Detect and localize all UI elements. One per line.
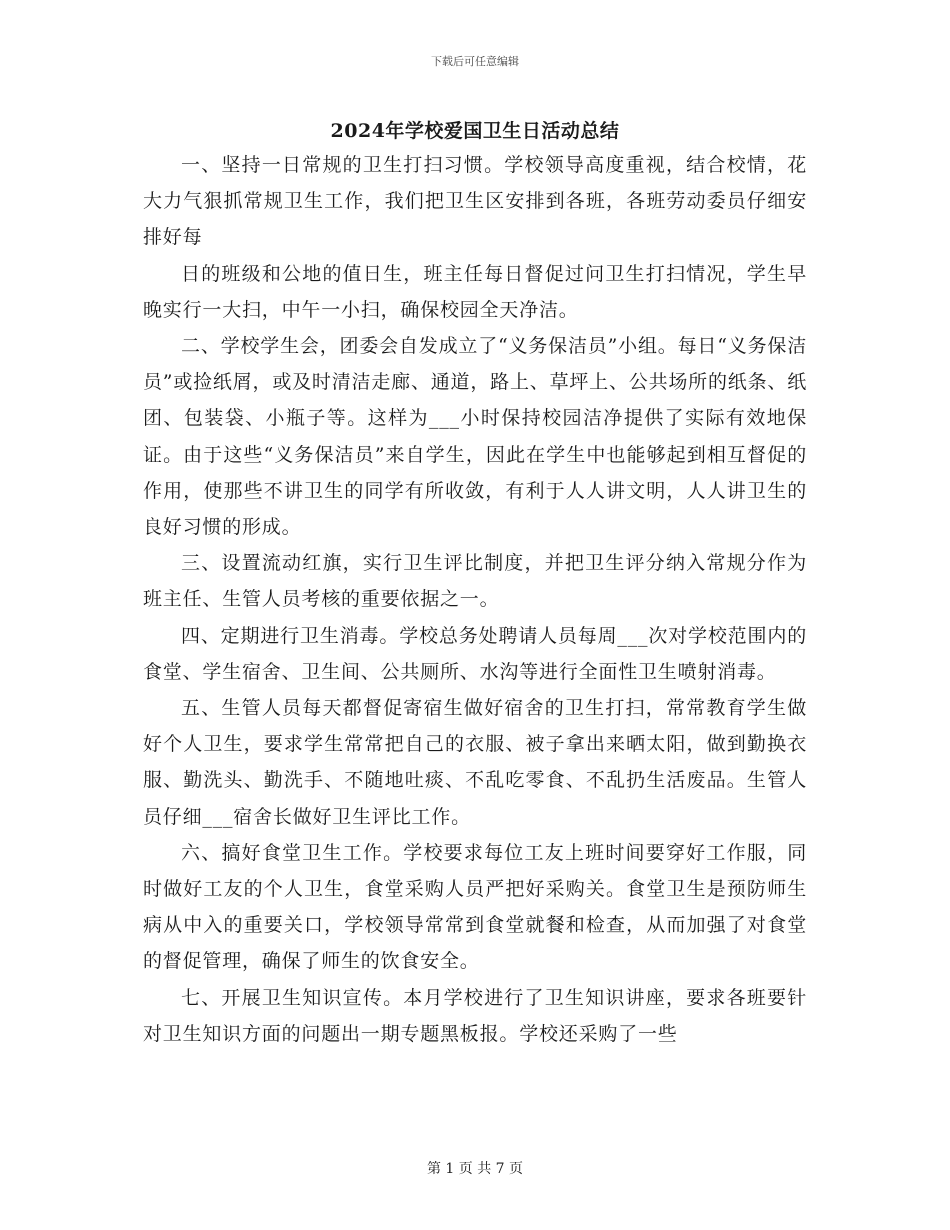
paragraph-7: 六、搞好食堂卫生工作。学校要求每位工友上班时间要穿好工作服，同时做好工友的个人卫生，食堂采购人员严把好采购关。食堂卫生是预防师生病从中入的重要关口，学校领导常常到食堂就餐和检查，从而加强了对食堂的督促管理，确保了师生的饮食安全。 bbox=[143, 841, 807, 973]
paragraph-6: 五、生管人员每天都督促寄宿生做好宿舍的卫生打扫，常常教育学生做好个人卫生，要求学生常常把自己的衣服、被子拿出来晒太阳，做到勤换衣服、勤洗头、勤洗手、不随地吐痰、不乱吃零食、不乱扔生活废品。生管人员仔细___宿舍长做好卫生评比工作。 bbox=[143, 697, 807, 828]
paragraph-3: 二、学校学生会，团委会自发成立了“义务保洁员”小组。每日“义务保洁员”或捡纸屑，或及时清洁走廊、通道，路上、草坪上、公共场所的纸条、纸团、包装袋、小瓶子等。这样为___小时保持校园洁净提供了实际有效地保证。由于这些“义务保洁员”来自学生，因此在学生中也能够起到相互督促的作用，使那些不讲卫生的同学有所收敛，有利于人人讲文明，人人讲卫生的良好习惯的形成。 bbox=[143, 335, 807, 539]
paragraph-1: 一、坚持一日常规的卫生打扫习惯。学校领导高度重视，结合校情，花大力气狠抓常规卫生工作，我们把卫生区安排到各班，各班劳动委员仔细安排好每 bbox=[143, 154, 807, 249]
page-number-footer: 第 1 页 共 7 页 bbox=[426, 1161, 524, 1177]
paragraph-8: 七、开展卫生知识宣传。本月学校进行了卫生知识讲座，要求各班要针对卫生知识方面的问题出一期专题黑板报。学校还采购了一些 bbox=[143, 986, 807, 1045]
paragraph-4: 三、设置流动红旗，实行卫生评比制度，并把卫生评分纳入常规分作为班主任、生管人员考核的重要依据之一。 bbox=[143, 552, 807, 611]
document-title: 2024年学校爱国卫生日活动总结 bbox=[330, 120, 620, 142]
paragraph-5: 四、定期进行卫生消毒。学校总务处聘请人员每周___次对学校范围内的食堂、学生宿舍、卫生间、公共厕所、水沟等进行全面性卫生喷射消毒。 bbox=[143, 624, 807, 683]
paragraph-2: 日的班级和公地的值日生，班主任每日督促过问卫生打扫情况，学生早晚实行一大扫，中午一小扫，确保校园全天净洁。 bbox=[143, 262, 807, 321]
header-note: 下载后可任意编辑 bbox=[431, 55, 519, 68]
document-body bbox=[143, 147, 807, 1052]
